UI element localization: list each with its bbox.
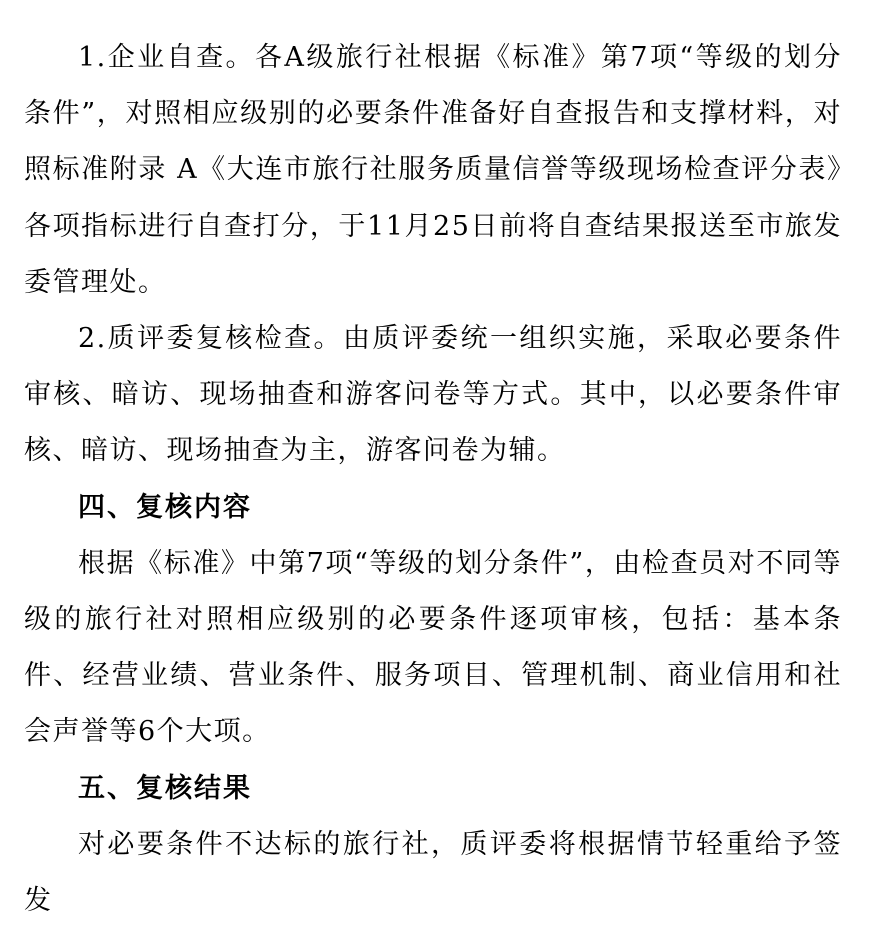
- paragraph-review-result: 对必要条件不达标的旅行社，质评委将根据情节轻重给予签发: [24, 828, 842, 917]
- section-heading-review-result: 五、复核结果: [78, 772, 252, 804]
- document-page: [24, 30, 842, 929]
- paragraph-self-inspection: 1.企业自查。各A级旅行社根据《标准》第7项“等级的划分条件”，对照相应级别的必要条件准备好自查报告和支撑材料，对照标准附录 A《大连市旅行社服务质量信誉等级现场检查评分表》各项指标进行自查打分，于11月25日前将自查结果报送至市旅发委管理处。: [24, 42, 842, 298]
- section-heading-review-content: 四、复核内容: [78, 491, 252, 523]
- paragraph-review-content: 根据《标准》中第7项“等级的划分条件”，由检查员对不同等级的旅行社对照相应级别的必要条件逐项审核，包括：基本条件、经营业绩、营业条件、服务项目、管理机制、商业信用和社会声誉等6个大项。: [24, 547, 842, 748]
- paragraph-review-inspection: 2.质评委复核检查。由质评委统一组织实施，采取必要条件审核、暗访、现场抽查和游客问卷等方式。其中，以必要条件审核、暗访、现场抽查为主，游客问卷为辅。: [24, 323, 842, 467]
